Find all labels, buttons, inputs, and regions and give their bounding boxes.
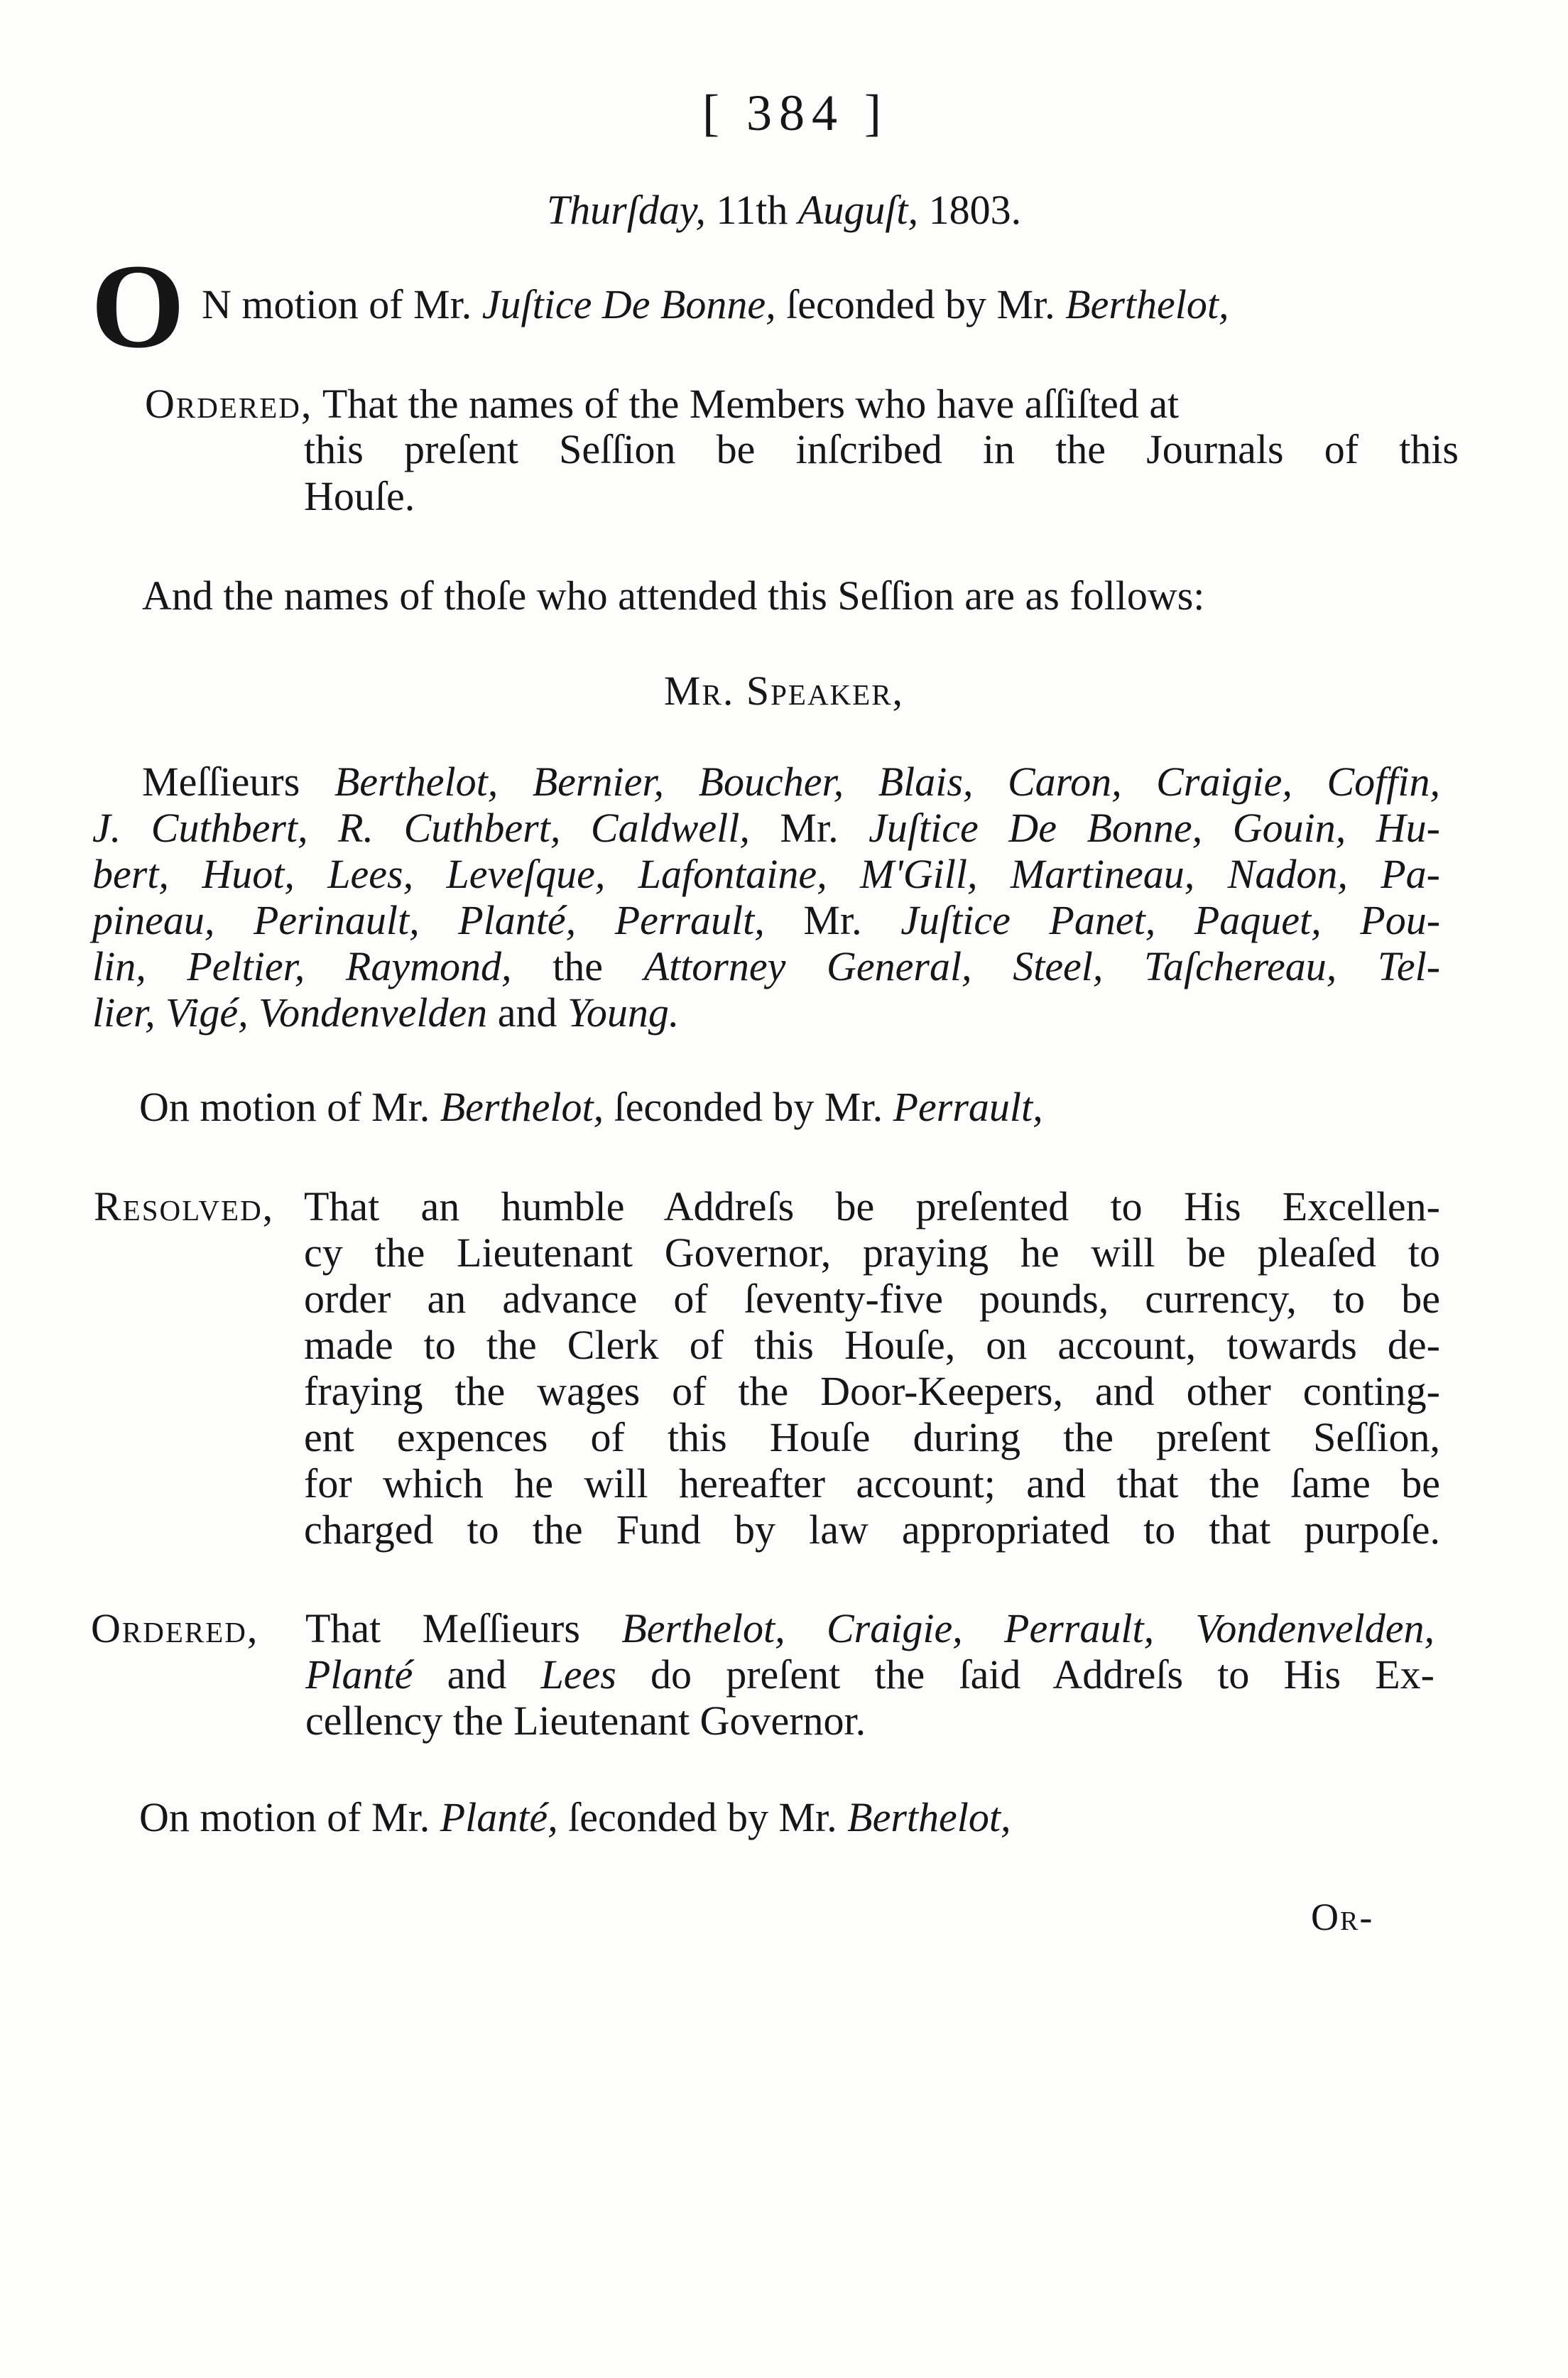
members-text: Mr. (749, 805, 869, 851)
members-names: Juſtice Panet, Paquet, Pou- (900, 897, 1441, 943)
motion-text: ſeconded by Mr. (557, 1794, 848, 1840)
ordered-line (305, 1651, 1434, 1698)
members-names: Attorney General, Steel, Taſchereau, Tel- (643, 943, 1441, 989)
ordered-text: That Meſſieurs (305, 1605, 622, 1651)
members-text: and (487, 989, 567, 1036)
catchword: Or- (1311, 1896, 1374, 1938)
date-year: 1803. (918, 187, 1022, 233)
members-line (92, 759, 1440, 805)
members-names: lier, Vigé, Vondenvelden (92, 989, 488, 1036)
speaker-heading: Mr. Speaker, (663, 668, 905, 714)
resolved-line: charged to the Fund by law appropriated to that purpoſe. (304, 1506, 1440, 1553)
motion-text: ſeconded by Mr. (604, 1084, 893, 1130)
ordered-text: That the names of the Members who have aſſiſted at (312, 381, 1180, 427)
motion-line-2 (139, 1084, 1043, 1131)
ordered-text: do preſent the ſaid Addreſs to His Ex- (616, 1651, 1434, 1698)
members-line (92, 897, 1440, 943)
members-line (92, 943, 1440, 989)
resolved-line: order an advance of ſeventy-five pounds, currency, to be (304, 1276, 1440, 1322)
resolved-line: ent expences of this Houſe during the preſent Seſſion, (304, 1414, 1440, 1460)
mover-name: Juſtice De Bonne, (481, 281, 776, 327)
resolved-line: fraying the wages of the Door-Keepers, and other conting- (304, 1368, 1440, 1414)
mover-name: Berthelot, (440, 1084, 604, 1130)
seconder-name: Berthelot, (1065, 281, 1229, 327)
members-names: J. Cuthbert, R. Cuthbert, Caldwell, (92, 805, 750, 851)
members-text: Mr. (764, 897, 901, 943)
members-names: Young. (567, 989, 680, 1036)
date-month: Auguſt, (797, 187, 919, 233)
session-date (0, 186, 1568, 234)
date-day: Thurſday, (546, 187, 706, 233)
drop-cap: O (91, 239, 185, 373)
ordered-label: Ordered, (145, 381, 313, 427)
motion-line-3 (139, 1794, 1011, 1841)
ordered-line (305, 1605, 1434, 1651)
members-names: Juſtice De Bonne, Gouin, Hu- (869, 805, 1441, 851)
members-names: lin, Peltier, Raymond, (92, 943, 512, 989)
seconder-name: Berthelot, (847, 1794, 1011, 1840)
members-line (92, 851, 1440, 897)
ordered-1-line-2: this preſent Seſſion be inſcribed in the Journals of this (304, 426, 1459, 472)
members-text: Meſſieurs (142, 759, 334, 805)
seconder-name: Perrault, (893, 1084, 1043, 1130)
members-line (92, 805, 1440, 851)
ordered-text: and (413, 1651, 541, 1698)
resolved-line: That an humble Addreſs be preſented to His Excellen- (304, 1183, 1440, 1229)
ordered-1-line-3: Houſe. (304, 473, 415, 519)
resolved-text (304, 1183, 1440, 1553)
page-number: [ 384 ] (702, 85, 888, 141)
members-text: the (511, 943, 644, 989)
motion-text: On motion of Mr. (139, 1084, 440, 1130)
motion-text: N motion of Mr. (202, 281, 482, 327)
resolved-line: cy the Lieutenant Governor, praying he will be pleaſed to (304, 1229, 1440, 1276)
names-intro: And the names of thoſe who attended this Seſſion are as follows: (142, 572, 1205, 619)
mover-name: Planté, (440, 1794, 558, 1840)
ordered-names: Lees (540, 1651, 616, 1698)
motion-text: On motion of Mr. (139, 1794, 440, 1840)
members-list (92, 759, 1440, 1036)
ordered-2-label: Ordered, (91, 1605, 259, 1651)
motion-line-1 (202, 281, 1229, 328)
members-names: pineau, Perinault, Planté, Perrault, (92, 897, 765, 943)
members-names: bert, Huot, Lees, Leveſque, Lafontaine, M'Gill, Martineau, Nadon, Pa- (92, 851, 1440, 897)
members-names: Berthelot, Bernier, Boucher, Blais, Caron, Craigie, Coffin, (334, 759, 1440, 805)
ordered-2-text (305, 1605, 1434, 1744)
ordered-line: cellency the Lieutenant Governor. (305, 1698, 866, 1744)
ordered-1-line-1 (145, 381, 1179, 428)
ordered-names: Planté (305, 1651, 413, 1698)
resolved-label: Resolved, (94, 1183, 275, 1229)
members-line (92, 989, 1440, 1036)
resolved-line: for which he will hereafter account; and that the ſame be (304, 1460, 1440, 1506)
ordered-names: Berthelot, Craigie, Perrault, Vondenvelden, (621, 1605, 1435, 1651)
resolved-line: made to the Clerk of this Houſe, on account, towards de- (304, 1322, 1440, 1368)
date-date: 11th (705, 187, 798, 233)
motion-text: ſeconded by Mr. (775, 281, 1066, 327)
